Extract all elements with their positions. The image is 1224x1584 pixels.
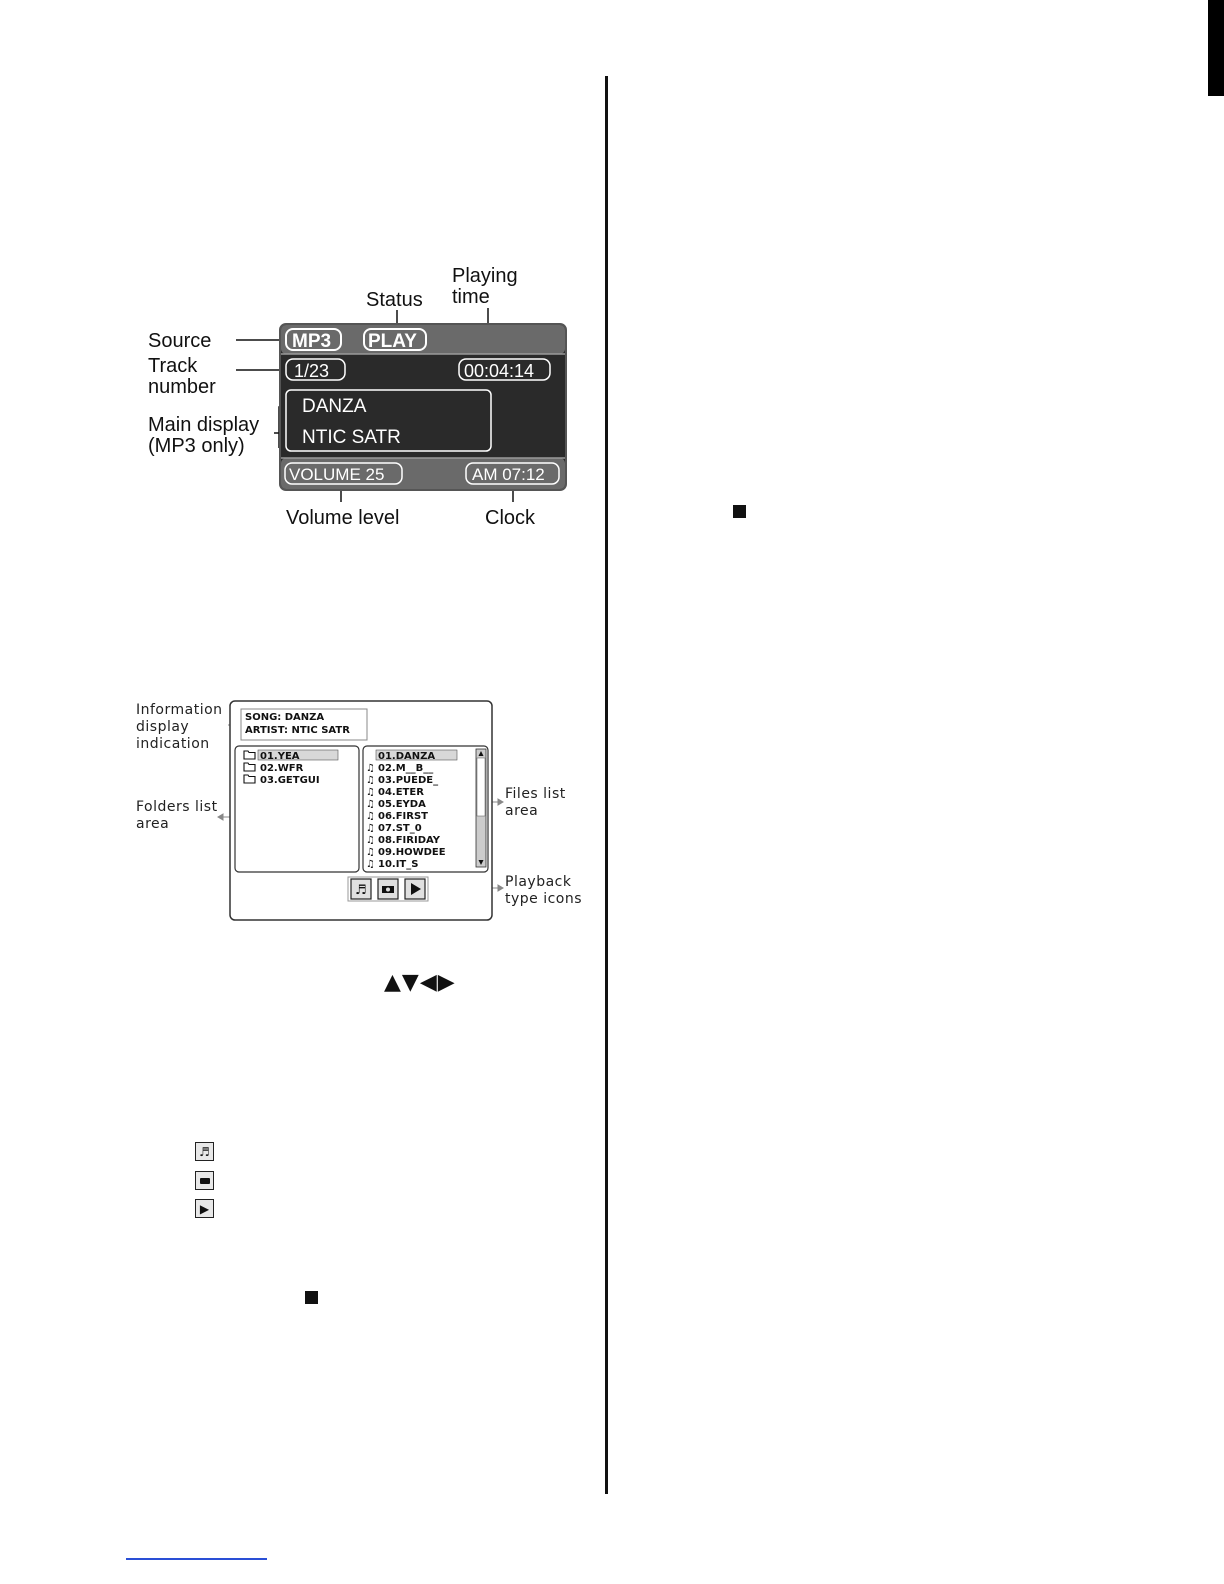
callout-main-line1: Main display	[148, 414, 260, 436]
column-divider	[605, 76, 608, 1494]
file-item[interactable]: 05.EYDA	[378, 799, 426, 810]
file-item[interactable]: 08.FIRIDAY	[378, 835, 441, 846]
callout-status: Status	[366, 289, 423, 311]
info-song: SONG: DANZA	[245, 712, 325, 723]
info-artist: ARTIST: NTIC SATR	[245, 725, 350, 736]
source-badge: MP3	[292, 331, 332, 352]
callout-volume-level: Volume level	[286, 507, 400, 529]
music-note-icon: ♫	[366, 835, 375, 846]
ann-playback-line2: type icons	[505, 891, 583, 907]
ann-information-line3: indication	[136, 736, 210, 752]
camera-icon	[382, 886, 394, 893]
callout-clock: Clock	[485, 507, 536, 529]
file-item[interactable]: 10.IT_S	[378, 859, 419, 870]
music-note-icon: ♫	[366, 775, 375, 786]
ann-folders-line2: area	[136, 816, 170, 832]
navigation-arrows: ▲▼◀▶	[384, 970, 456, 995]
clock-readout: AM 07:12	[472, 465, 545, 484]
file-item[interactable]: 02.M__B__	[378, 763, 434, 774]
callout-playing-line2: time	[452, 286, 490, 308]
music-icon	[195, 1142, 214, 1161]
callout-main-line2: (MP3 only)	[148, 435, 245, 457]
music-note-icon: ♫	[366, 799, 375, 810]
stop-icon	[733, 505, 746, 518]
callout-track-line1: Track	[148, 355, 198, 377]
music-note-icon: ♫	[366, 859, 375, 870]
ann-folders-line1: Folders list	[136, 799, 218, 815]
ann-information-line1: Information	[136, 702, 223, 718]
folder-item[interactable]: 01.YEA	[260, 751, 300, 762]
ann-playback-line1: Playback	[505, 874, 572, 890]
stop-icon	[305, 1291, 318, 1304]
ann-information-line2: display	[136, 719, 190, 735]
music-note-icon: ♫	[366, 847, 375, 858]
ann-files-line1: Files list	[505, 786, 566, 802]
play-glyph: ▶	[199, 1201, 210, 1216]
music-icon: ♬	[355, 883, 367, 898]
ann-files-line2: area	[505, 803, 539, 819]
camera-glyph	[200, 1178, 210, 1184]
track-number: 1/23	[294, 361, 330, 381]
music-note-icon: ♫	[366, 787, 375, 798]
file-item[interactable]: 04.ETER	[378, 787, 424, 798]
camera-icon	[195, 1171, 214, 1190]
file-item[interactable]: 01.DANZA	[378, 751, 436, 762]
file-browser-diagram	[120, 690, 600, 930]
callout-source: Source	[148, 330, 212, 352]
mp3-display-diagram	[0, 250, 600, 550]
music-note-icon: ♫	[366, 811, 375, 822]
file-item[interactable]: 03.PUEDE_	[378, 775, 439, 786]
status-badge: PLAY	[368, 331, 417, 352]
file-item[interactable]: 09.HOWDEE	[378, 847, 446, 858]
top-edge-bar	[1208, 0, 1224, 96]
music-note-icon: ♫	[366, 763, 375, 774]
folder-item[interactable]: 03.GETGUI	[260, 775, 320, 786]
main-display-line1: DANZA	[302, 396, 367, 417]
scrollbar-thumb[interactable]	[477, 758, 485, 816]
main-display-line2: NTIC SATR	[302, 427, 401, 448]
playback-type-icons	[348, 877, 428, 901]
music-note-icon: ♫	[366, 823, 375, 834]
file-item[interactable]: 06.FIRST	[378, 811, 428, 822]
volume-level: VOLUME 25	[289, 465, 385, 484]
file-item[interactable]: 07.ST_0	[378, 823, 422, 834]
folder-item[interactable]: 02.WFR	[260, 763, 304, 774]
playing-time: 00:04:14	[464, 361, 535, 381]
music-note-glyph: ♬	[199, 1144, 210, 1159]
callout-playing-line1: Playing	[452, 265, 518, 287]
footer-rule	[126, 1558, 267, 1560]
play-icon	[195, 1199, 214, 1218]
lcd-screen	[280, 324, 566, 490]
callout-track-line2: number	[148, 376, 216, 398]
